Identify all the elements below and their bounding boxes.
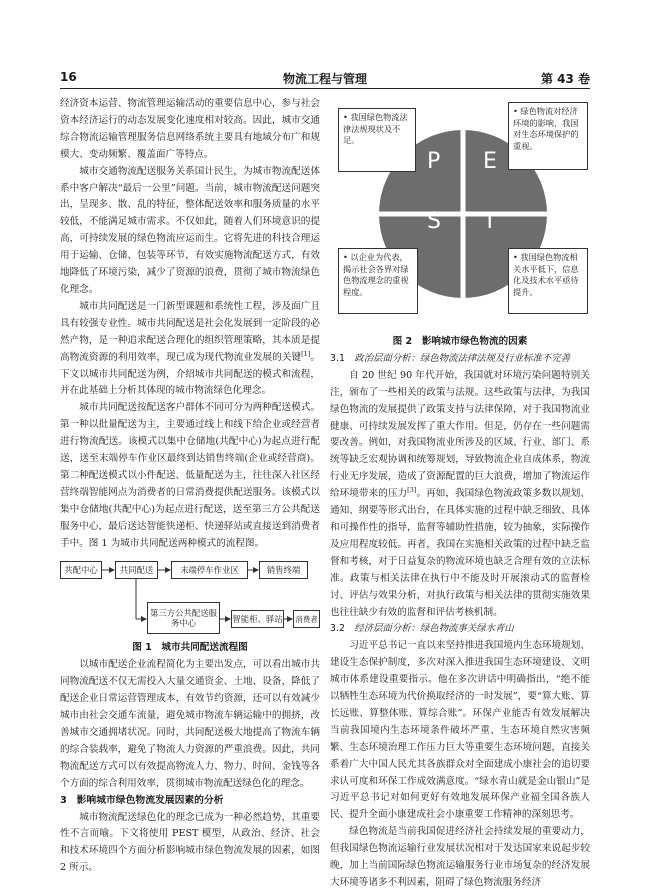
paragraph: 习近平总书记一直以来坚持推进我国境内生态环境规划、建设生态保护制度，多次对深入推进我国生态环境建设、文明城市体系建设重要指示。他在多次讲话中明确指出，“绝不能以牺牲生态环境为代价换取经济的一时发展”，要“算大账、算长远账、算整体账、算综合账”。环保产业能否有效发展解决当前我国境内生态环境条件破坏严重、生态环境自然灾害频繁、生态环境治理工作压力巨大等重要生态环境问题，直接关系着广大中国人民尤其各族群众对全面建成小康社会的追切要求认可度和环保工作成效满意度。“绿水青山就是金山银山”是习近平总书记对如何更好有效地发展环保产业福全国各族人民、提升全面小康建成社会小康重要工作精神的深刻思考。 <box>330 640 590 821</box>
paragraph: 绿色物流是当前我国促进经济社会持续发展的重要动力，但我国绿色物流运输行业发展状况相对于发达国家来说起步较晚，加上当前国际绿色物流运输服务行业市场复杂的经济发展大环境等诸多不利因素，阻碍了绿色物流服务经济 <box>330 826 590 888</box>
page-number: 16 <box>60 70 77 84</box>
pest-letter-t: T <box>483 209 497 234</box>
pest-box-technology: • 我国绿色物流相关水平低下，信息化及技术水平亟待提升。 <box>508 248 588 314</box>
flow-node-consumer: 消费者 <box>293 610 320 628</box>
paragraph: 城市物流配送绿色化的理念已成为一种必然趋势，其重要性不言而喻。下文将使用 PEST 模型，从政治、经济、社会和技术环境四个方面分析影响城市绿色物流发展的因素，如图 2 所示。 <box>60 811 320 874</box>
flow-node-parking: 末端停车作业区 <box>171 561 248 579</box>
right-column <box>330 96 590 892</box>
flow-node-third-party: 第三方公共配送服务中心 <box>147 602 220 634</box>
paragraph: 城市交通物流配送服务关系国计民生，为城市物流配送体系中客户解决“最后一公里”问题。当前，城市物流配送问题突出，呈现多、散、乱的特征，整体配送效率和服务质量的水平较低，不能满足城市需求。不仅如此，随着人们环境意识的提高，可持续发展的绿色物流应运而生。它将先进的科技合理运用于运输、仓储、包装等环节，有效实施物流配送方式，有效地降低了环境污染，减少了资源的浪费，贯彻了城市物流绿色化理念。 <box>60 165 320 295</box>
text-run: 。下文以城市共同配送为例，介绍城市共同配送的模式和流程，并在此基础上分析其体现的城市物流绿色化理念。 <box>60 351 321 397</box>
paragraph: 以城市配送企业流程简化为主要出发点，可以看出城市共同物流配送不仅无需投入大量交通资金、土地、设备，降低了配送企业日常运营管理成本，有效节约资源，还可以有效减少城市由社会交通车流量，避免城市物流车辆运输中的拥挤，改善城市交通拥堵状况。同时，共同配送极大地提高了物流车辆的综合装载率，避免了物流人力资源的严重浪费。因此，共同物流配送方式可以有效提高物流人力、物力、时间、金钱等各个方面的综合利用效率，贯彻城市物流配送绿色化的理念。 <box>60 659 320 789</box>
pest-box-political: • 我国绿色物流法律法规现状及不足。 <box>338 108 416 172</box>
figure-caption: 图 2 影响城市绿色物流的因素 <box>392 336 528 347</box>
flow-node-locker: 智能柜、驿站 <box>231 610 284 628</box>
subsection-title: 政治层面分析：绿色物流法律法规及行业标准不完善 <box>354 352 570 364</box>
header-rule <box>60 88 590 89</box>
pest-letter-p: P <box>427 149 441 174</box>
subsection-number: 3.2 <box>330 623 345 635</box>
flow-chart <box>60 558 320 636</box>
citation: [3] <box>407 485 417 494</box>
flow-node-retail: 销售终端 <box>259 561 308 579</box>
subsection-heading <box>330 351 590 368</box>
flow-node-hub: 共配中心 <box>60 561 102 579</box>
subsection-title: 经济层面分析：绿色物流事关绿水青山 <box>354 623 514 635</box>
paragraph: 城市共同配送按配送客户群体不同可分为两种配送模式。第一种以批量配送为主，主要通过线上和线下给企业或经营者进行物流配送。该模式以集中仓储地(共配中心)为起点进行配送，送至末端停车作业区最终到达销售终端(企业或经营商)。第二种配送模式以小件配送、低量配送为主，往往深入社区经营终端智能网点为消费者的日常消费提供配送服务。该模式以集中仓储地(共配中心)为起点进行配送，送至第三方公共配送服务中心，最后送达智能快递柜、快递驿站或直接送到消费者手中。图 1 为城市共同配送两种模式的流程图。 <box>60 402 320 549</box>
pest-letter-e: E <box>483 149 497 174</box>
text-run: 。再如，我国绿色物流政策多数以规划、通知、纲要等形式出台，在具体实施的过程中缺乏细致、具体和可操作性的指导，监督等辅助性措施，较为抽象，实际操作及应用程度较低。再者，我国在实施相关政策的过程中缺乏监督和考核，对于日益复杂的物流环境也缺乏合理有效的立法标准。政策与相关法律在执行中不能及时开展滚动式的监督检讨、评估与效果分析，对执行政策与相关法律的贯彻实施效果也往往缺少有效的监督和评估考核机制。 <box>330 488 591 618</box>
flow-node-joint: 共同配送 <box>115 561 158 579</box>
figure-caption: 图 1 城市共同配送流程图 <box>132 642 248 654</box>
pest-box-economic: • 绿色物流对经济环境的影响，我国对生态环境保护的重视。 <box>508 102 588 170</box>
text-run: 城市共同配送是一门新型课题和系统性工程，涉及面广且具有较强专业性。城市共同配送是社会化发展到一定阶段的必然产物，是一种追求配送合理化的组织管理策略，其本质是提高物流资源的利用效率，现已成为现代物流业发展的关键 <box>60 300 320 363</box>
journal-title: 物流工程与管理 <box>282 72 367 86</box>
section-heading: 3 影响城市绿色物流发展因素的分析 <box>60 794 224 806</box>
paragraph: 经济资本运营、物流管理运输活动的重要信息中心，参与社会资本经济运行的动态发展变化速度相对较高。因此，城市交通综合物流运输管理服务信息网络系统主要具有地域分布广和规模大、变动频繁、覆盖面广等特点。 <box>60 98 320 160</box>
paragraph <box>60 299 320 400</box>
subsection-heading <box>330 621 590 638</box>
paragraph <box>330 368 590 622</box>
pest-box-social: • 以企业为代表，揭示社会各界对绿色物流理念的重视程度。 <box>338 248 418 314</box>
text-run: 自 20 世纪 90 年代开始，我国就对环境污染问题特别关注，颁布了一些相关的政策与法规。这些政策与法律，为我国绿色物流的发展提供了政策支持与法律保障，对于我国物流业健康、可持续发展发挥了重大作用。但是，仍存在一些问题需要改善。例如，对我国物流业所涉及的区域、行业、部门、系统等缺乏宏观协调和统筹规划，导致物流企业自成体系，物流行业无序发展，造成了资源配置的巨大浪费，增加了物流运作给环境带来的压力 <box>330 369 590 500</box>
page-header <box>60 70 590 90</box>
citation: [1] <box>301 349 311 358</box>
pest-letter-s: S <box>427 209 441 234</box>
subsection-number: 3.1 <box>330 352 345 364</box>
volume-label: 第 43 卷 <box>540 72 590 86</box>
left-column <box>60 96 320 877</box>
pest-diagram <box>330 98 590 330</box>
